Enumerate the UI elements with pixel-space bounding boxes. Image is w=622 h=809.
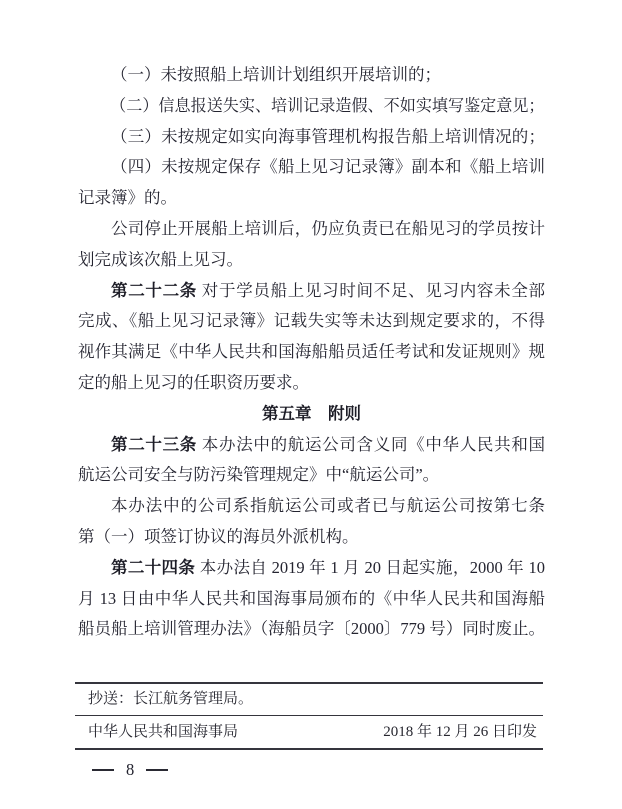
document-line: （四）未按规定保存《船上见习记录簿》副本和《船上培训 bbox=[111, 157, 545, 177]
page-number-dash-right bbox=[146, 769, 168, 771]
publisher-name: 中华人民共和国海事局 bbox=[88, 724, 239, 741]
cc-row bbox=[75, 684, 543, 715]
document-line: 船员船上培训管理办法》（海船员字〔2000〕779 号）同时废止。 bbox=[78, 619, 545, 639]
document-line: 第（一）项签订协议的海员外派机构。 bbox=[78, 526, 359, 546]
article-number-label: 第二十四条 bbox=[111, 557, 196, 577]
document-line: 第二十二条 对于学员船上见习时间不足、见习内容未全部 bbox=[111, 280, 546, 300]
document-line: 公司停止开展船上培训后，仍应负责已在船见习的学员按计 bbox=[111, 218, 545, 238]
cc-note: 抄送：长江航务管理局。 bbox=[88, 690, 254, 707]
print-date: 2018 年 12 月 26 日印发 bbox=[383, 724, 537, 741]
document-line: 本办法中的公司系指航运公司或者已与航运公司按第七条 bbox=[111, 496, 545, 516]
document-line: （二）信息报送失实、培训记录造假、不如实填写鉴定意见； bbox=[110, 95, 545, 115]
article-number-label: 第二十二条 bbox=[111, 280, 197, 300]
footer-rule-bottom bbox=[75, 748, 543, 750]
publisher-row bbox=[75, 716, 543, 748]
document-line: 记录簿》的。 bbox=[78, 188, 177, 208]
document-line: （一）未按照船上培训计划组织开展培训的； bbox=[111, 65, 441, 84]
article-number-label: 第二十三条 bbox=[111, 434, 197, 454]
document-line: （三）未按规定如实向海事管理机构报告船上培训情况的； bbox=[111, 126, 545, 146]
page-number-dash-left bbox=[92, 769, 114, 771]
chapter-heading: 第五章 附则 bbox=[262, 403, 361, 423]
page-number-value: 8 bbox=[126, 760, 135, 780]
document-footer bbox=[75, 682, 543, 781]
document-line: 完成、《船上见习记录簿》记载失实等未达到规定要求的，不得 bbox=[78, 311, 545, 331]
page-number bbox=[75, 759, 543, 781]
document-line: 第二十三条 本办法中的航运公司含义同《中华人民共和国 bbox=[111, 434, 546, 454]
document-line: 视作其满足《中华人民共和国海船船员适任考试和发证规则》规 bbox=[78, 342, 545, 362]
document-line: 航运公司安全与防污染管理规定》中“航运公司”。 bbox=[78, 465, 440, 485]
document-body bbox=[78, 60, 545, 645]
document-line: 第二十四条 本办法自 2019 年 1 月 20 日起实施，2000 年 10 bbox=[111, 557, 546, 577]
document-line: 划完成该次船上见习。 bbox=[78, 249, 243, 269]
document-line: 定的船上见习的任职资历要求。 bbox=[78, 372, 309, 392]
document-line: 月 13 日由中华人民共和国海事局颁布的《中华人民共和国海船 bbox=[78, 588, 545, 608]
